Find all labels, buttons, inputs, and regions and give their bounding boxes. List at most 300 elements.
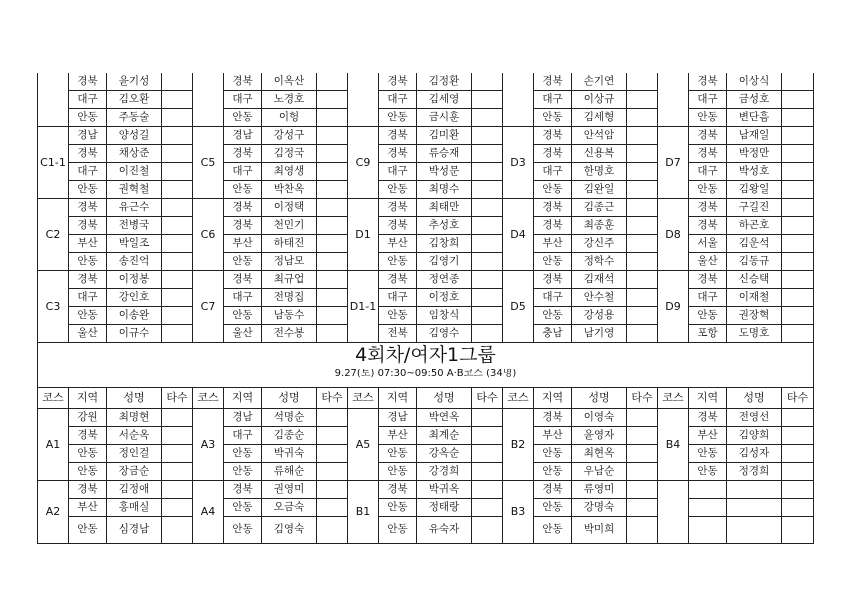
region-cell: 경북 xyxy=(224,217,262,235)
name-cell: 이상규 xyxy=(572,91,627,109)
pairing-table xyxy=(37,73,814,544)
score-cell xyxy=(782,109,814,127)
course-cell xyxy=(658,73,689,127)
score-cell xyxy=(317,325,348,343)
name-cell: 김양희 xyxy=(727,427,782,445)
region-cell: 안동 xyxy=(379,181,417,199)
score-cell xyxy=(472,481,503,499)
name-cell: 신승택 xyxy=(727,271,782,289)
name-cell: 류영미 xyxy=(572,481,627,499)
region-cell: 경북 xyxy=(534,145,572,163)
score-cell xyxy=(472,325,503,343)
header-score: 타수 xyxy=(472,388,503,409)
course-cell: D4 xyxy=(503,199,534,271)
score-cell xyxy=(627,481,658,499)
header-score: 타수 xyxy=(627,388,658,409)
name-cell: 김창희 xyxy=(417,235,472,253)
header-region: 지역 xyxy=(379,388,417,409)
score-cell xyxy=(627,235,658,253)
score-cell xyxy=(627,289,658,307)
course-cell: A1 xyxy=(38,409,69,481)
course-cell: D1 xyxy=(348,199,379,271)
name-cell: 손기연 xyxy=(572,73,627,91)
schedule-sheet xyxy=(37,73,809,544)
name-cell: 강옥순 xyxy=(417,445,472,463)
name-cell: 주동술 xyxy=(107,109,162,127)
name-cell: 최규업 xyxy=(262,271,317,289)
region-cell: 안동 xyxy=(69,445,107,463)
name-cell: 남재일 xyxy=(727,127,782,145)
name-cell: 석명순 xyxy=(262,409,317,427)
score-cell xyxy=(472,127,503,145)
region-cell: 경북 xyxy=(379,217,417,235)
region-cell: 대구 xyxy=(534,163,572,181)
table-row xyxy=(38,445,814,463)
name-cell: 하곤호 xyxy=(727,217,782,235)
course-cell: A2 xyxy=(38,481,69,544)
header-course: 코스 xyxy=(658,388,689,409)
name-cell: 윤영자 xyxy=(572,427,627,445)
group-subtitle: 9.27(토) 07:30~09:50 A·B코스 (34명) xyxy=(38,369,814,388)
score-cell xyxy=(782,481,814,499)
region-cell: 안동 xyxy=(69,109,107,127)
name-cell: 김성자 xyxy=(727,445,782,463)
score-cell xyxy=(162,253,193,271)
name-cell: 추성호 xyxy=(417,217,472,235)
score-cell xyxy=(162,499,193,517)
score-cell xyxy=(782,181,814,199)
name-cell: 홍매실 xyxy=(107,499,162,517)
name-cell: 전명집 xyxy=(262,289,317,307)
score-cell xyxy=(627,499,658,517)
region-cell: 안동 xyxy=(379,307,417,325)
name-cell: 김재석 xyxy=(572,271,627,289)
region-cell: 대구 xyxy=(224,163,262,181)
score-cell xyxy=(627,163,658,181)
region-cell: 서울 xyxy=(689,235,727,253)
region-cell: 안동 xyxy=(534,445,572,463)
header-name: 성명 xyxy=(107,388,162,409)
course-cell: D3 xyxy=(503,127,534,199)
score-cell xyxy=(162,127,193,145)
name-cell: 이재철 xyxy=(727,289,782,307)
header-course: 코스 xyxy=(193,388,224,409)
score-cell xyxy=(782,289,814,307)
region-cell: 경북 xyxy=(689,73,727,91)
region-cell: 안동 xyxy=(224,445,262,463)
score-cell xyxy=(472,217,503,235)
name-cell: 이옥산 xyxy=(262,73,317,91)
group2-heading xyxy=(38,343,814,409)
score-cell xyxy=(317,91,348,109)
course-cell: D9 xyxy=(658,271,689,343)
region-cell: 울산 xyxy=(689,253,727,271)
name-cell: 이상식 xyxy=(727,73,782,91)
score-cell xyxy=(782,499,814,517)
course-cell: B1 xyxy=(348,481,379,544)
region-cell: 부산 xyxy=(224,235,262,253)
score-cell xyxy=(627,91,658,109)
score-cell xyxy=(627,325,658,343)
table-row xyxy=(38,499,814,517)
score-cell xyxy=(627,145,658,163)
header-region: 지역 xyxy=(534,388,572,409)
name-cell: 안석암 xyxy=(572,127,627,145)
region-cell: 대구 xyxy=(224,289,262,307)
name-cell: 이규수 xyxy=(107,325,162,343)
course-cell: A5 xyxy=(348,409,379,481)
score-cell xyxy=(472,145,503,163)
score-cell xyxy=(627,253,658,271)
name-cell: 정경희 xyxy=(727,463,782,481)
region-cell: 경북 xyxy=(689,199,727,217)
region-cell: 안동 xyxy=(224,181,262,199)
name-cell: 김영기 xyxy=(417,253,472,271)
score-cell xyxy=(162,109,193,127)
score-cell xyxy=(472,199,503,217)
score-cell xyxy=(472,73,503,91)
name-cell: 김정환 xyxy=(417,73,472,91)
score-cell xyxy=(317,271,348,289)
course-cell: D8 xyxy=(658,199,689,271)
name-cell: 하태진 xyxy=(262,235,317,253)
region-cell xyxy=(689,499,727,517)
score-cell xyxy=(782,409,814,427)
region-cell: 안동 xyxy=(379,499,417,517)
region-cell: 경북 xyxy=(534,127,572,145)
score-cell xyxy=(317,409,348,427)
name-cell: 강명숙 xyxy=(572,499,627,517)
score-cell xyxy=(627,445,658,463)
name-cell: 도명호 xyxy=(727,325,782,343)
header-region: 지역 xyxy=(689,388,727,409)
header-region: 지역 xyxy=(69,388,107,409)
header-course: 코스 xyxy=(38,388,69,409)
header-course: 코스 xyxy=(503,388,534,409)
table-row xyxy=(38,463,814,481)
region-cell: 안동 xyxy=(689,445,727,463)
score-cell xyxy=(472,109,503,127)
region-cell: 안동 xyxy=(69,463,107,481)
header-name: 성명 xyxy=(417,388,472,409)
table-row xyxy=(38,253,814,271)
course-cell: C7 xyxy=(193,271,224,343)
name-cell: 권영미 xyxy=(262,481,317,499)
name-cell: 우남순 xyxy=(572,463,627,481)
score-cell xyxy=(627,199,658,217)
score-cell xyxy=(472,163,503,181)
column-header-row xyxy=(38,388,814,409)
region-cell: 안동 xyxy=(689,109,727,127)
score-cell xyxy=(782,163,814,181)
score-cell xyxy=(627,271,658,289)
score-cell xyxy=(162,217,193,235)
group1-body xyxy=(38,73,814,343)
course-cell: C1-1 xyxy=(38,127,69,199)
region-cell: 안동 xyxy=(379,109,417,127)
table-row xyxy=(38,145,814,163)
score-cell xyxy=(472,91,503,109)
name-cell: 최종훈 xyxy=(572,217,627,235)
region-cell: 부산 xyxy=(379,235,417,253)
name-cell: 전영선 xyxy=(727,409,782,427)
region-cell: 경북 xyxy=(379,73,417,91)
name-cell: 정태랑 xyxy=(417,499,472,517)
table-row xyxy=(38,409,814,427)
score-cell xyxy=(472,271,503,289)
course-cell: C6 xyxy=(193,199,224,271)
name-cell: 김정애 xyxy=(107,481,162,499)
course-cell: D1-1 xyxy=(348,271,379,343)
score-cell xyxy=(162,91,193,109)
course-cell: B4 xyxy=(658,409,689,481)
group2-body xyxy=(38,409,814,544)
name-cell: 최명수 xyxy=(417,181,472,199)
score-cell xyxy=(472,427,503,445)
header-name: 성명 xyxy=(262,388,317,409)
name-cell: 김영숙 xyxy=(262,517,317,544)
score-cell xyxy=(472,499,503,517)
name-cell: 김세형 xyxy=(572,109,627,127)
course-cell: C5 xyxy=(193,127,224,199)
region-cell: 안동 xyxy=(69,253,107,271)
region-cell: 안동 xyxy=(69,517,107,544)
table-row xyxy=(38,325,814,343)
score-cell xyxy=(317,307,348,325)
score-cell xyxy=(162,199,193,217)
table-row xyxy=(38,91,814,109)
score-cell xyxy=(627,307,658,325)
name-cell: 김종근 xyxy=(572,199,627,217)
score-cell xyxy=(472,463,503,481)
table-row xyxy=(38,109,814,127)
score-cell xyxy=(472,253,503,271)
table-row xyxy=(38,181,814,199)
name-cell: 강신주 xyxy=(572,235,627,253)
region-cell: 대구 xyxy=(379,91,417,109)
region-cell: 경북 xyxy=(689,217,727,235)
name-cell: 전수봉 xyxy=(262,325,317,343)
score-cell xyxy=(472,445,503,463)
region-cell: 안동 xyxy=(224,253,262,271)
score-cell xyxy=(317,463,348,481)
region-cell: 대구 xyxy=(689,163,727,181)
score-cell xyxy=(627,427,658,445)
name-cell: 정학수 xyxy=(572,253,627,271)
score-cell xyxy=(782,325,814,343)
score-cell xyxy=(162,445,193,463)
name-cell: 박찬옥 xyxy=(262,181,317,199)
region-cell: 경북 xyxy=(224,145,262,163)
name-cell: 안수철 xyxy=(572,289,627,307)
score-cell xyxy=(162,307,193,325)
region-cell: 경북 xyxy=(534,73,572,91)
region-cell: 경북 xyxy=(69,217,107,235)
region-cell: 안동 xyxy=(534,463,572,481)
score-cell xyxy=(782,517,814,544)
score-cell xyxy=(782,253,814,271)
name-cell: 최영생 xyxy=(262,163,317,181)
name-cell: 김완일 xyxy=(572,181,627,199)
score-cell xyxy=(162,481,193,499)
region-cell: 안동 xyxy=(534,499,572,517)
score-cell xyxy=(317,181,348,199)
name-cell: 김영수 xyxy=(417,325,472,343)
score-cell xyxy=(317,289,348,307)
name-cell: 정남모 xyxy=(262,253,317,271)
score-cell xyxy=(162,145,193,163)
score-cell xyxy=(317,445,348,463)
name-cell: 박성호 xyxy=(727,163,782,181)
table-row xyxy=(38,73,814,91)
region-cell: 울산 xyxy=(224,325,262,343)
name-cell: 금시훈 xyxy=(417,109,472,127)
name-cell: 남기영 xyxy=(572,325,627,343)
score-cell xyxy=(627,463,658,481)
score-cell xyxy=(627,127,658,145)
region-cell: 경북 xyxy=(379,127,417,145)
name-cell: 김운석 xyxy=(727,235,782,253)
region-cell: 경남 xyxy=(224,409,262,427)
region-cell: 경북 xyxy=(689,271,727,289)
region-cell: 경북 xyxy=(69,145,107,163)
course-cell xyxy=(658,481,689,544)
score-cell xyxy=(317,253,348,271)
region-cell: 안동 xyxy=(224,307,262,325)
region-cell: 대구 xyxy=(534,91,572,109)
region-cell: 안동 xyxy=(379,463,417,481)
header-score: 타수 xyxy=(162,388,193,409)
name-cell: 전병국 xyxy=(107,217,162,235)
region-cell: 안동 xyxy=(534,253,572,271)
region-cell: 안동 xyxy=(379,517,417,544)
score-cell xyxy=(317,73,348,91)
score-cell xyxy=(782,127,814,145)
name-cell: 정연종 xyxy=(417,271,472,289)
score-cell xyxy=(317,163,348,181)
region-cell: 경북 xyxy=(379,145,417,163)
name-cell xyxy=(727,499,782,517)
score-cell xyxy=(162,235,193,253)
score-cell xyxy=(317,145,348,163)
region-cell: 충남 xyxy=(534,325,572,343)
score-cell xyxy=(162,289,193,307)
course-cell: A3 xyxy=(193,409,224,481)
name-cell: 최태만 xyxy=(417,199,472,217)
header-name: 성명 xyxy=(727,388,782,409)
name-cell: 박일조 xyxy=(107,235,162,253)
name-cell: 김종순 xyxy=(262,427,317,445)
table-row xyxy=(38,427,814,445)
score-cell xyxy=(317,109,348,127)
course-cell: D7 xyxy=(658,127,689,199)
region-cell: 경북 xyxy=(224,73,262,91)
score-cell xyxy=(627,181,658,199)
region-cell: 경북 xyxy=(534,217,572,235)
group-title: 4회차/여자1그룹 xyxy=(38,343,814,370)
score-cell xyxy=(162,271,193,289)
table-row xyxy=(38,289,814,307)
header-region: 지역 xyxy=(224,388,262,409)
name-cell: 이송완 xyxy=(107,307,162,325)
name-cell: 김동규 xyxy=(727,253,782,271)
region-cell: 대구 xyxy=(69,289,107,307)
score-cell xyxy=(627,109,658,127)
table-row xyxy=(38,199,814,217)
region-cell: 안동 xyxy=(224,109,262,127)
region-cell: 대구 xyxy=(224,91,262,109)
score-cell xyxy=(317,127,348,145)
score-cell xyxy=(162,427,193,445)
name-cell: 박귀옥 xyxy=(417,481,472,499)
score-cell xyxy=(627,217,658,235)
score-cell xyxy=(782,217,814,235)
score-cell xyxy=(472,289,503,307)
name-cell: 심경남 xyxy=(107,517,162,544)
score-cell xyxy=(782,427,814,445)
name-cell xyxy=(727,481,782,499)
region-cell: 대구 xyxy=(69,163,107,181)
region-cell: 경북 xyxy=(69,73,107,91)
name-cell: 정인걸 xyxy=(107,445,162,463)
name-cell: 이헝 xyxy=(262,109,317,127)
name-cell: 강경희 xyxy=(417,463,472,481)
region-cell: 대구 xyxy=(534,289,572,307)
region-cell: 안동 xyxy=(534,181,572,199)
region-cell: 경북 xyxy=(69,271,107,289)
score-cell xyxy=(317,199,348,217)
name-cell: 권장혁 xyxy=(727,307,782,325)
region-cell: 안동 xyxy=(224,517,262,544)
region-cell: 경북 xyxy=(379,199,417,217)
region-cell: 부산 xyxy=(379,427,417,445)
name-cell: 김정국 xyxy=(262,145,317,163)
score-cell xyxy=(782,235,814,253)
region-cell: 안동 xyxy=(689,463,727,481)
region-cell: 경남 xyxy=(69,127,107,145)
region-cell xyxy=(689,517,727,544)
score-cell xyxy=(162,409,193,427)
region-cell: 대구 xyxy=(379,163,417,181)
name-cell: 류승재 xyxy=(417,145,472,163)
region-cell: 대구 xyxy=(689,91,727,109)
score-cell xyxy=(162,163,193,181)
score-cell xyxy=(782,91,814,109)
score-cell xyxy=(782,199,814,217)
region-cell: 경북 xyxy=(224,271,262,289)
score-cell xyxy=(627,73,658,91)
name-cell: 오금숙 xyxy=(262,499,317,517)
region-cell: 안동 xyxy=(379,253,417,271)
course-cell: B2 xyxy=(503,409,534,481)
table-row xyxy=(38,517,814,544)
table-row xyxy=(38,127,814,145)
score-cell xyxy=(317,217,348,235)
region-cell: 경남 xyxy=(224,127,262,145)
region-cell xyxy=(689,481,727,499)
name-cell: 권혁철 xyxy=(107,181,162,199)
course-cell: C9 xyxy=(348,127,379,199)
score-cell xyxy=(162,181,193,199)
score-cell xyxy=(317,427,348,445)
name-cell: 구길진 xyxy=(727,199,782,217)
name-cell: 임창식 xyxy=(417,307,472,325)
name-cell: 남동수 xyxy=(262,307,317,325)
score-cell xyxy=(472,409,503,427)
region-cell: 경북 xyxy=(69,199,107,217)
region-cell: 경북 xyxy=(69,481,107,499)
region-cell: 경북 xyxy=(534,199,572,217)
